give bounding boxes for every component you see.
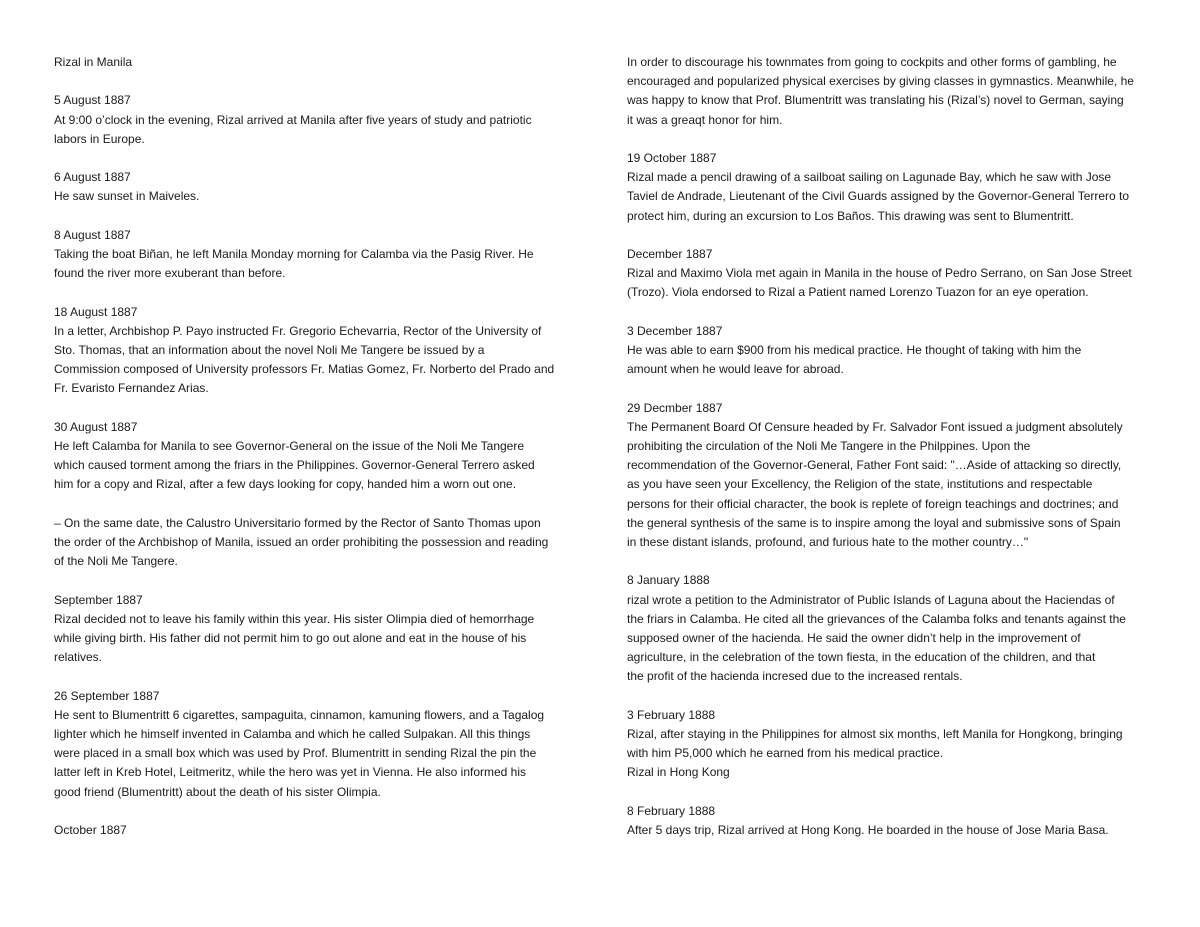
entry-date: 29 Decmber 1887 [627, 400, 723, 415]
entry-date: 8 January 1888 [627, 573, 710, 588]
entry-date: October 1887 [54, 822, 127, 837]
entry-same-date-note: – On the same date, the Calustro Universitario formed by the Rector of Santo Thomas upon the order of the Archbishop of Manila, issued an order prohibiting the possession and reading of the Noli Me Tangere. [54, 515, 549, 569]
entry-30-aug-1887: 30 August 1887 He left Calamba for Manila to see Governor-General on the issue of the Noli Me Tangere which caused torment among the friars in the Philippines. Governor-General Terrero asked him for a copy and Rizal, after a few days looking for copy, handed him a worn out one. [54, 418, 586, 495]
entry-19-oct-1887: 19 October 1887 Rizal made a pencil drawing of a sailboat sailing on Lagunade Bay, which he saw with Jose Taviel de Andrade, Lieutenant of the Civil Guards assigned by the Governor-General Terrero to protect him, during an excursion to Los Baños. This drawing was sent to Blumentritt. [627, 149, 1157, 226]
entry-18-aug-1887: 18 August 1887 In a letter, Archbishop P. Payo instructed Fr. Gregorio Echevarria, Rector of the University of Sto. Thomas, that an information about the novel Noli Me Tangere be issued by a Commission composed of University professors Fr. Matias Gomez, Fr. Norberto del Prado and Fr. Evaristo Fernandez Arias. [54, 303, 586, 399]
left-column [54, 53, 586, 840]
entry-date: 6 August 1887 [54, 170, 131, 185]
entry-date: 5 August 1887 [54, 93, 131, 108]
entry-date: 3 December 1887 [627, 323, 723, 338]
entry-3-dec-1887: 3 December 1887 He was able to earn $900 from his medical practice. He thought of taking with him the amount when he would leave for abroad. [627, 322, 1157, 380]
section-heading: Rizal in Manila [54, 55, 133, 69]
entry-oct-1887 [54, 821, 586, 840]
entry-date: 26 September 1887 [54, 688, 160, 703]
entry-dec-1887: December 1887 Rizal and Maximo Viola met again in Manila in the house of Pedro Serrano, on San Jose Street (Trozo). Viola endorsed to Rizal a Patient named Lorenzo Tuazon for an eye operation. [627, 245, 1157, 303]
entry-date: 18 August 1887 [54, 304, 138, 319]
entry-date: September 1887 [54, 592, 143, 607]
entry-8-aug-1887: 8 August 1887 Taking the boat Biñan, he left Manila Monday morning for Calamba via the Pasig River. He found the river more exuberant than before. [54, 226, 586, 284]
entry-oct-1887-continued: In order to discourage his townmates from going to cockpits and other forms of gambling, he encouraged and popularized physical exercises by giving classes in gymnastics. Meanwhile, he was happy to know that Prof. Blumentritt was translating his (Rizal’s) novel to German, saying it was a greaqt honor for him. [627, 55, 1134, 127]
entry-date: 19 October 1887 [627, 151, 717, 165]
entry-date: 3 February 1888 [627, 707, 716, 722]
entry-26-sep-1887: 26 September 1887 He sent to Blumentritt 6 cigarettes, sampaguita, cinnamon, kamuning flowers, and a Tagalog lighter which he himself invented in Calamba and which he called Sulpakan. All this things were placed in a small box which was used by Prof. Blumentritt in sending Rizal the pin the latter left in Kreb Hotel, Leitmeritz, while the hero was yet in Vienna. He also informed his good friend (Blumentritt) about the death of his sister Olimpia. [54, 687, 586, 802]
entry-date: 8 August 1887 [54, 227, 131, 242]
entry-8-jan-1888: 8 January 1888 rizal wrote a petition to the Administrator of Public Islands of Laguna about the Haciendas of the friars in Calamba. He cited all the grievances of the Calamba folks and tenants against the supposed owner of the hacienda. He said the owner didn’t help in the improvement of agriculture, in the celebration of the town fiesta, in the education of the children, and that the profit of the hacienda incresed due to the increased rentals. [627, 571, 1157, 686]
right-column [627, 53, 1157, 840]
entry-3-feb-1888: 3 February 1888 Rizal, after staying in the Philippines for almost six months, left Manila for Hongkong, bringing with him P5,000 which he earned from his medical practice. Rizal in Hong Kong [627, 706, 1157, 783]
entry-date: 30 August 1887 [54, 419, 138, 434]
entry-date: 8 February 1888 [627, 803, 716, 818]
entry-sep-1887: September 1887 Rizal decided not to leave his family within this year. His sister Olimpia died of hemorrhage while giving birth. His father did not permit him to go out alone and eat in the house of his relatives. [54, 591, 586, 668]
entry-5-aug-1887: 5 August 1887 At 9:00 o’clock in the evening, Rizal arrived at Manila after five years of study and patriotic labors in Europe. [54, 91, 586, 149]
entry-6-aug-1887: 6 August 1887 He saw sunset in Maiveles. [54, 168, 586, 206]
entry-29-dec-1887: 29 Decmber 1887 The Permanent Board Of Censure headed by Fr. Salvador Font issued a judgment absolutely prohibiting the circulation of the Noli Me Tangere in the Philppines. Upon the recommendation of the Governor-General, Father Font said: "…Aside of attacking so directly, as you have seen your Excellency, the Religion of the state, institutions and respectable persons for their official character, the book is replete of foreign teachings and doctrines; and the general synthesis of the same is to inspire among the loyal and submissive sons of Spain in these distant islands, profound, and furious hate to the mother country…" [627, 399, 1157, 553]
entry-date: December 1887 [627, 247, 713, 261]
entry-8-feb-1888: 8 February 1888 After 5 days trip, Rizal arrived at Hong Kong. He boarded in the house of Jose Maria Basa. [627, 802, 1157, 840]
